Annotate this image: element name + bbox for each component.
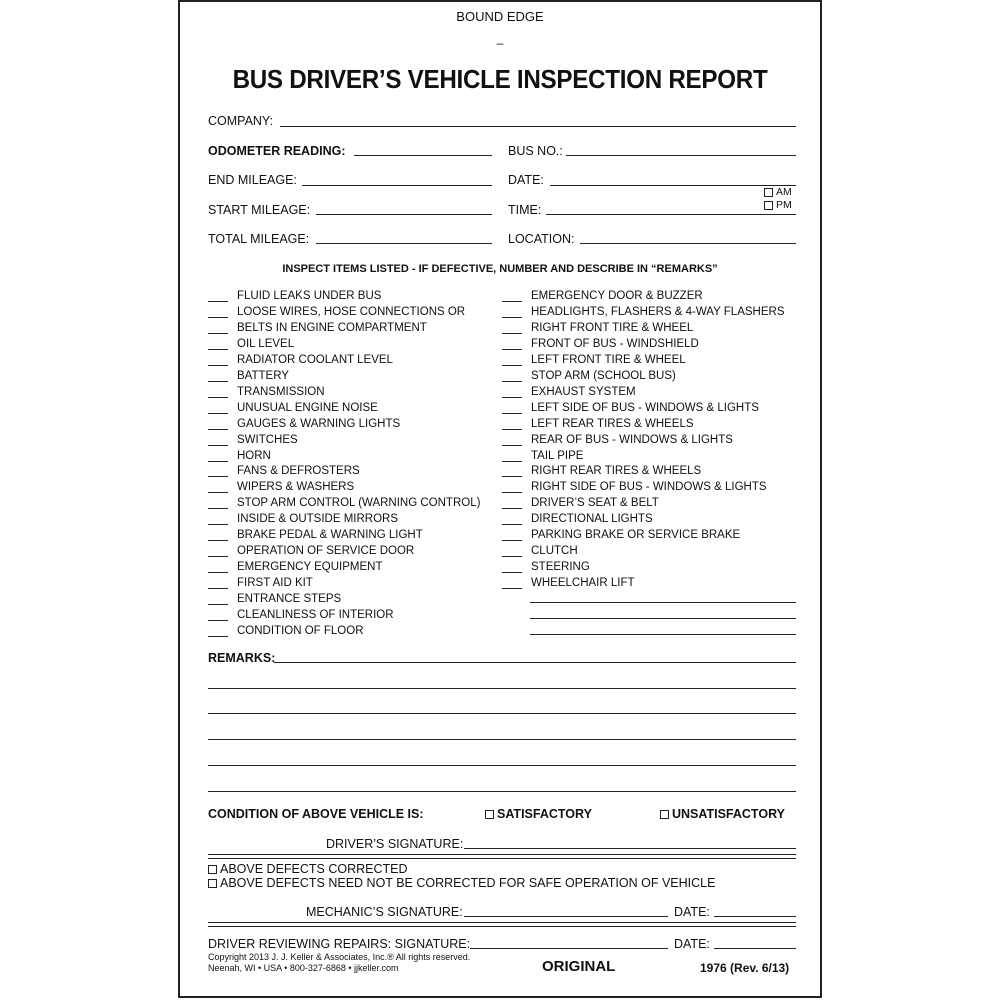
item-label: FRONT OF BUS - WINDSHIELD — [531, 337, 699, 350]
defects-not-needed-label: ABOVE DEFECTS NEED NOT BE CORRECTED FOR SAFE OPERATION OF VEHICLE — [220, 876, 716, 890]
defects-corrected-checkbox[interactable] — [208, 865, 217, 874]
item-number-blank[interactable] — [208, 365, 228, 366]
item-number-blank[interactable] — [208, 333, 228, 334]
item-label: REAR OF BUS - WINDOWS & LIGHTS — [531, 433, 733, 446]
odometer-label: ODOMETER READING: — [208, 144, 346, 158]
item-label: CONDITION OF FLOOR — [237, 624, 364, 637]
item-number-blank[interactable] — [502, 588, 522, 589]
item-label: RIGHT SIDE OF BUS - WINDOWS & LIGHTS — [531, 481, 767, 494]
satisfactory-label: SATISFACTORY — [497, 807, 592, 821]
remarks-line[interactable] — [208, 713, 796, 714]
total-mileage-field[interactable] — [316, 243, 492, 244]
pm-label: PM — [776, 199, 792, 211]
item-label: EXHAUST SYSTEM — [531, 385, 636, 398]
item-label: TAIL PIPE — [531, 449, 584, 462]
time-label: TIME: — [508, 203, 542, 217]
unsatisfactory-checkbox[interactable] — [660, 810, 669, 819]
item-label: CLEANLINESS OF INTERIOR — [237, 609, 394, 621]
date-label: DATE: — [508, 173, 544, 187]
company-label: COMPANY: — [208, 114, 274, 128]
item-number-blank[interactable] — [208, 524, 228, 525]
item-number-blank[interactable] — [208, 429, 228, 430]
item-label: GAUGES & WARNING LIGHTS — [237, 417, 401, 430]
condition-label: CONDITION OF ABOVE VEHICLE IS: — [208, 807, 424, 821]
section-divider — [208, 854, 796, 859]
inspection-instructions: INSPECT ITEMS LISTED - IF DEFECTIVE, NUMBER AND DESCRIBE IN “REMARKS” — [282, 263, 718, 275]
item-number-blank[interactable] — [208, 381, 228, 382]
start-mileage-field[interactable] — [316, 214, 492, 215]
item-number-blank[interactable] — [208, 317, 228, 318]
item-label: DRIVER’S SEAT & BELT — [531, 497, 659, 510]
item-number-blank[interactable] — [208, 397, 228, 398]
end-mileage-label: END MILEAGE: — [208, 173, 297, 187]
item-number-blank[interactable] — [208, 572, 228, 573]
item-label: PARKING BRAKE OR SERVICE BRAKE — [531, 529, 741, 542]
item-number-blank[interactable] — [208, 636, 228, 637]
bus-no-label: BUS NO.: — [508, 144, 563, 158]
item-number-blank[interactable] — [208, 445, 228, 446]
item-number-blank[interactable] — [208, 461, 228, 462]
item-label: OIL LEVEL — [237, 337, 295, 350]
item-number-blank[interactable] — [502, 365, 522, 366]
item-label: LEFT SIDE OF BUS - WINDOWS & LIGHTS — [531, 401, 759, 414]
item-label: EMERGENCY DOOR & BUZZER — [531, 290, 703, 302]
item-label: FLUID LEAKS UNDER BUS — [237, 290, 382, 302]
reviewing-date-field[interactable] — [714, 948, 796, 949]
unsatisfactory-option[interactable] — [660, 807, 785, 821]
bound-edge-mark: – — [496, 36, 504, 50]
location-field[interactable] — [580, 243, 796, 244]
item-number-blank[interactable] — [502, 445, 522, 446]
am-option[interactable] — [764, 186, 792, 198]
extra-item-line[interactable] — [530, 618, 796, 619]
item-label: BRAKE PEDAL & WARNING LIGHT — [237, 529, 423, 542]
item-label: INSIDE & OUTSIDE MIRRORS — [237, 513, 399, 526]
item-label: SWITCHES — [237, 433, 298, 446]
item-label: HORN — [237, 449, 271, 462]
mechanic-date-field[interactable] — [714, 916, 796, 917]
item-number-blank[interactable] — [502, 301, 522, 302]
item-label: RIGHT FRONT TIRE & WHEEL — [531, 321, 694, 334]
extra-item-line[interactable] — [530, 602, 796, 603]
company-field[interactable] — [280, 126, 796, 127]
item-number-blank[interactable] — [502, 397, 522, 398]
inspection-report-form — [178, 0, 822, 998]
item-label: STOP ARM CONTROL (WARNING CONTROL) — [237, 497, 481, 510]
remarks-label: REMARKS: — [208, 651, 276, 665]
item-label: WHEELCHAIR LIFT — [531, 577, 635, 590]
item-number-blank[interactable] — [502, 556, 522, 557]
remarks-line[interactable] — [208, 739, 796, 740]
mechanic-signature-field[interactable] — [464, 916, 668, 917]
item-number-blank[interactable] — [502, 524, 522, 525]
item-number-blank[interactable] — [502, 572, 522, 573]
item-number-blank[interactable] — [208, 349, 228, 350]
item-number-blank[interactable] — [208, 604, 228, 605]
item-label: LEFT REAR TIRES & WHEELS — [531, 417, 694, 430]
satisfactory-option[interactable] — [485, 807, 592, 821]
item-number-blank[interactable] — [502, 413, 522, 414]
item-label: BATTERY — [237, 369, 289, 382]
mechanic-date-label: DATE: — [674, 905, 710, 919]
item-label: CLUTCH — [531, 545, 578, 558]
item-label: FIRST AID KIT — [237, 577, 313, 590]
mechanic-signature-label: MECHANIC’S SIGNATURE: — [306, 905, 463, 919]
end-mileage-field[interactable] — [302, 185, 492, 186]
item-number-blank[interactable] — [502, 333, 522, 334]
item-label: RIGHT REAR TIRES & WHEELS — [531, 465, 702, 478]
item-number-blank[interactable] — [208, 508, 228, 509]
form-title: BUS DRIVER’S VEHICLE INSPECTION REPORT — [232, 64, 768, 94]
item-number-blank[interactable] — [208, 556, 228, 557]
satisfactory-checkbox[interactable] — [485, 810, 494, 819]
bound-edge-label: BOUND EDGE — [456, 9, 544, 24]
item-number-blank[interactable] — [208, 476, 228, 477]
item-label: WIPERS & WASHERS — [237, 481, 355, 494]
item-label: EMERGENCY EQUIPMENT — [237, 561, 383, 574]
item-label: OPERATION OF SERVICE DOOR — [237, 545, 415, 558]
item-number-blank[interactable] — [208, 413, 228, 414]
driver-reviewing-label: DRIVER REVIEWING REPAIRS: SIGNATURE: — [208, 937, 471, 951]
item-label: UNUSUAL ENGINE NOISE — [237, 401, 378, 414]
copy-label: ORIGINAL — [542, 958, 616, 975]
am-label: AM — [776, 186, 792, 198]
bus-no-field[interactable] — [566, 155, 796, 156]
item-number-blank[interactable] — [502, 349, 522, 350]
item-number-blank[interactable] — [502, 508, 522, 509]
item-label: HEADLIGHTS, FLASHERS & 4-WAY FLASHERS — [531, 305, 785, 318]
location-label: LOCATION: — [508, 232, 575, 246]
item-label: LEFT FRONT TIRE & WHEEL — [531, 353, 686, 366]
form-number: 1976 (Rev. 6/13) — [700, 961, 790, 975]
defects-corrected-label: ABOVE DEFECTS CORRECTED — [220, 862, 408, 876]
remarks-line[interactable] — [208, 791, 796, 792]
item-number-blank[interactable] — [502, 476, 522, 477]
defects-corrected-option[interactable] — [208, 862, 408, 876]
copyright-line-1: Copyright 2013 J. J. Keller & Associates, Inc.® All rights reserved. — [208, 952, 471, 962]
remarks-line[interactable] — [208, 765, 796, 766]
defects-not-needed-option[interactable] — [208, 876, 715, 890]
copyright-line-2: Neenah, WI • USA • 800-327-6868 • jjkeller.com — [208, 963, 399, 973]
date-field[interactable] — [550, 185, 796, 186]
driver-reviewing-signature-field[interactable] — [470, 948, 668, 949]
pm-option[interactable] — [764, 199, 792, 211]
item-number-blank[interactable] — [502, 317, 522, 318]
item-number-blank[interactable] — [208, 540, 228, 541]
item-label: TRANSMISSION — [237, 385, 325, 398]
item-number-blank[interactable] — [502, 540, 522, 541]
odometer-field[interactable] — [354, 155, 492, 156]
pm-checkbox[interactable] — [764, 201, 773, 210]
item-label: BELTS IN ENGINE COMPARTMENT — [237, 321, 427, 334]
item-label: LOOSE WIRES, HOSE CONNECTIONS OR — [237, 305, 466, 318]
section-divider — [208, 922, 796, 927]
item-label: RADIATOR COOLANT LEVEL — [237, 353, 393, 366]
item-number-blank[interactable] — [208, 492, 228, 493]
item-number-blank[interactable] — [208, 301, 228, 302]
total-mileage-label: TOTAL MILEAGE: — [208, 232, 310, 246]
item-label: DIRECTIONAL LIGHTS — [531, 513, 653, 526]
item-number-blank[interactable] — [502, 492, 522, 493]
item-number-blank[interactable] — [502, 381, 522, 382]
time-field[interactable] — [546, 214, 796, 215]
driver-signature-field[interactable] — [464, 848, 796, 849]
start-mileage-label: START MILEAGE: — [208, 203, 311, 217]
remarks-field[interactable] — [274, 662, 796, 663]
item-label: STOP ARM (SCHOOL BUS) — [531, 369, 676, 382]
item-label: FANS & DEFROSTERS — [237, 465, 360, 478]
defects-not-needed-checkbox[interactable] — [208, 879, 217, 888]
item-number-blank[interactable] — [208, 588, 228, 589]
item-number-blank[interactable] — [208, 620, 228, 621]
item-number-blank[interactable] — [502, 461, 522, 462]
item-number-blank[interactable] — [502, 429, 522, 430]
reviewing-date-label: DATE: — [674, 937, 710, 951]
driver-signature-label: DRIVER’S SIGNATURE: — [326, 837, 464, 851]
item-label: STEERING — [531, 561, 590, 574]
remarks-line[interactable] — [208, 688, 796, 689]
unsatisfactory-label: UNSATISFACTORY — [672, 807, 785, 821]
extra-item-line[interactable] — [530, 634, 796, 635]
am-checkbox[interactable] — [764, 188, 773, 197]
item-label: ENTRANCE STEPS — [237, 593, 342, 606]
